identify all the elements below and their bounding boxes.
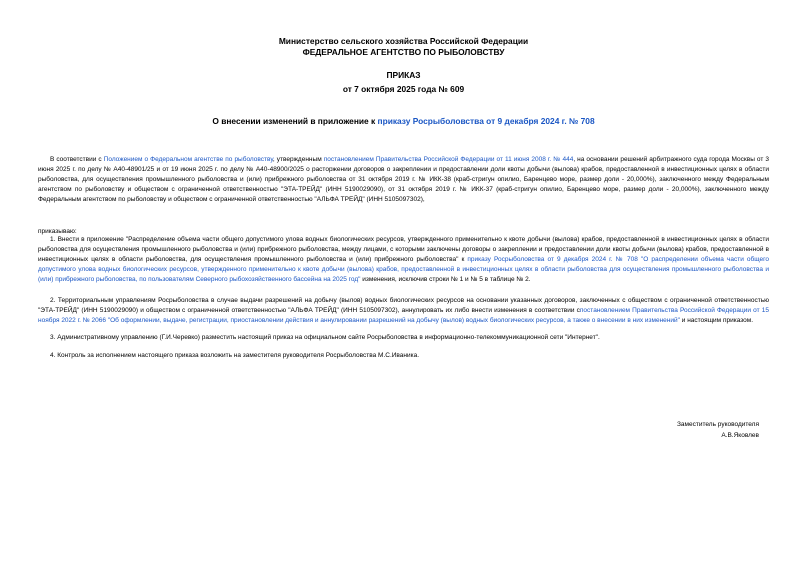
signatory-position: Заместитель руководителя bbox=[677, 421, 759, 428]
agency-name: ФЕДЕРАЛЬНОЕ АГЕНТСТВО ПО РЫБОЛОВСТВУ bbox=[302, 47, 505, 57]
document-date-number: от 7 октября 2025 года № 609 bbox=[342, 84, 465, 94]
subject-link[interactable]: приказу Росрыболовства от 9 декабря 2024 г. № 708 bbox=[377, 116, 595, 126]
subject-prefix: О внесении изменений в приложение к bbox=[212, 116, 378, 126]
item-2-text-1: 2. Территориальным управлениям Росрыболовства в случае выдачи разрешений на добычу (вылов) водных биологических ресурсов на основании указанных договоров, заключенных с обществом с ограниченной ответственностью "ЭТА-ТРЕЙД" (ИНН 5190029090) и обществом с ограниченной ответственностью "АЛЬФА ТРЕЙД" (ИНН 5105097302), аннулировать их либо внести изменения в соответствии с bbox=[38, 297, 769, 314]
preamble-text-3: , на основании решений арбитражного суда города Москвы от 3 июня 2025 г. по делу № А40-48901/25 и от 19 июня 2025 г. по делу № А40-48900/2025 о расторжении договоров о закреплении и предоставлении доли квоты добычи (вылова) крабов, предоставленной в инвестиционных целях в области рыболовства, для осуществления промышленного рыболовства и (или) прибрежного рыболовства от 31 октября 2019 г. № ИКК-38 (краб-стригун опилио, Баренцево море, размер доли - 20,000%), заключенного между Федеральным агентством по рыболовству и обществом с ограниченной ответственностью "ЭТА-ТРЕЙД" (ИНН 5190029090), от 31 октября 2019 г. № ИКК-37 (краб-стригун опилио, Баренцево море, размер доли - 20,000%), заключенного между Федеральным агентством по рыболовству и обществом с ограниченной ответственностью "АЛЬФА ТРЕЙД" (ИНН 5105097302), bbox=[38, 156, 769, 203]
item-1-text-2: изменения, исключив строки № 1 и № 5 в таблице № 2. bbox=[360, 276, 531, 283]
resolution-2066-link[interactable]: постановлением Правительства Российской Федерации от 15 ноября 2022 г. № 2066 "Об оформлении, выдаче, регистрации, приостановлении действия и аннулировании разрешений на добычу (вылов) водных биологических ресурсов, а также о внесении в них изменений" bbox=[38, 307, 769, 324]
document-type: ПРИКАЗ bbox=[386, 70, 421, 80]
preamble-text-2: , утвержденным bbox=[272, 156, 324, 163]
item-3-paragraph: 3. Административному управлению (Г.И.Черевко) разместить настоящий приказ на официальном сайте Росрыболовства в информационно-телекоммуникационной сети "Интернет". bbox=[50, 334, 600, 341]
item-1-paragraph bbox=[38, 235, 769, 285]
ministry-name: Министерство сельского хозяйства Российской Федерации bbox=[278, 36, 529, 46]
document-subject bbox=[38, 116, 769, 127]
regulation-link[interactable]: Положением о Федеральном агентстве по рыболовству bbox=[103, 156, 273, 163]
item-2-text-2: и настоящим приказом. bbox=[679, 317, 754, 324]
preamble-paragraph bbox=[38, 155, 769, 205]
order-708-link[interactable]: приказу Росрыболовства от 9 декабря 2024 г. № 708 "О распределении объема части общего допустимого улова водных биологических ресурсов, утвержденного применительно к квоте добычи (вылова) крабов, предоставленной в инвестиционных целях в области рыболовства для осуществления промышленного рыболовства и (или) прибрежного рыболовства, по пользователям Северного рыбохозяйственного бассейна на 2025 год" bbox=[38, 256, 769, 283]
item-4-paragraph: 4. Контроль за исполнением настоящего приказа возложить на заместителя руководителя Росрыболовства М.С.Иваника. bbox=[50, 352, 420, 359]
item-2-paragraph bbox=[38, 296, 769, 326]
government-resolution-link[interactable]: постановлением Правительства Российской Федерации от 11 июня 2008 г. № 444 bbox=[323, 156, 574, 163]
order-word: приказываю: bbox=[38, 228, 77, 235]
signatory-name: А.В.Яковлев bbox=[721, 432, 759, 439]
preamble-text-1: В соответствии с bbox=[50, 156, 104, 163]
item-1-text-1: 1. Внести в приложение "Распределение объема части общего допустимого улова водных биологических ресурсов, утвержденного применительно к квоте добычи (вылова) крабов, предоставленной в инвестиционных целях в области рыболовства для осуществления промышленного рыболовства и (или) прибрежного рыболовства, между лицами, с которыми заключены договоры о закреплении и предоставлении доли квоты добычи (вылова) крабов, предоставленной в инвестиционных целях в области рыболовства, для осуществления промышленного рыболовства и (или) прибрежного рыболовства" к bbox=[38, 236, 769, 263]
